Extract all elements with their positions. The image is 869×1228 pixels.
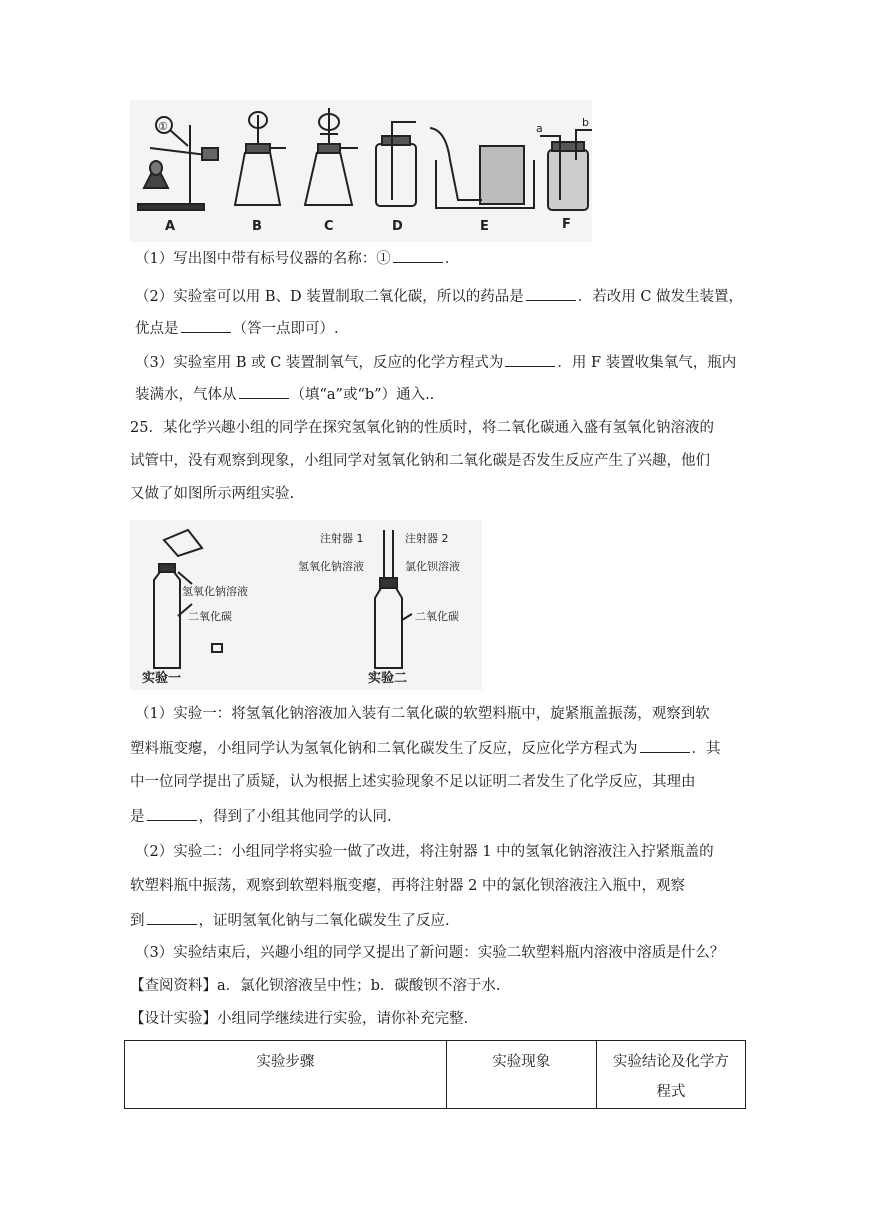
q25-design: 【设计实验】小组同学继续进行实验，请你补充完整. bbox=[130, 1011, 469, 1027]
q25-exp2-line2: 软塑料瓶中振荡，观察到软塑料瓶变瘪，再将注射器 2 中的氯化钡溶液注入瓶中，观察 bbox=[130, 878, 685, 894]
q24-part3-line2: 装满水，气体从 （填“a”或“b”）通入.. bbox=[135, 384, 434, 405]
q25-exp2-line1: （2）实验二：小组同学将实验一做了改进，将注射器 1 中的氢氧化钠溶液注入拧紧瓶盖的 bbox=[135, 844, 714, 860]
q25-exp1-line1: （1）实验一：将氢氧化钠溶液加入装有二氧化碳的软塑料瓶中，旋紧瓶盖振荡，观察到软 bbox=[135, 706, 710, 722]
co2-label-exp2: 二氧化碳 bbox=[415, 610, 459, 623]
experiment-figure bbox=[130, 520, 482, 690]
label-b: B bbox=[252, 219, 262, 234]
header-conclusion: 实验结论及化学方 程式 bbox=[596, 1041, 745, 1109]
answer-blank[interactable] bbox=[505, 352, 555, 367]
q25-exp1-line3: 中一位同学提出了质疑，认为根据上述实验现象不足以证明二者发生了化学反应，其理由 bbox=[130, 774, 696, 790]
answer-blank[interactable] bbox=[181, 318, 231, 333]
q24-part2-line2: 优点是 （答一点即可）. bbox=[135, 318, 339, 339]
q25-intro-line2: 试管中，没有观察到现象，小组同学对氢氧化钠和二氧化碳是否发生反应产生了兴趣，他们 bbox=[130, 453, 710, 469]
answer-blank[interactable] bbox=[147, 806, 197, 821]
q25-reference: 【查阅资料】a．氯化钡溶液呈中性；b．碳酸钡不溶于水. bbox=[130, 978, 501, 994]
q25-exp1-line4: 是 ，得到了小组其他同学的认同. bbox=[130, 806, 392, 827]
label-d: D bbox=[392, 219, 403, 234]
exp2-label: 实验二 bbox=[368, 671, 408, 686]
header-phenomenon: 实验现象 bbox=[446, 1041, 596, 1109]
label-a: A bbox=[165, 219, 176, 234]
syringe2-label: 注射器 2 bbox=[405, 532, 449, 545]
q24-part1: （1）写出图中带有标号仪器的名称：① ． bbox=[135, 248, 459, 269]
header-steps: 实验步骤 bbox=[125, 1041, 447, 1109]
co2-label-exp1: 二氧化碳 bbox=[188, 610, 232, 623]
port-a-label: a bbox=[536, 122, 543, 135]
bacl2-label: 氯化钡溶液 bbox=[405, 560, 460, 573]
experiment-table bbox=[124, 1040, 746, 1109]
label-e: E bbox=[480, 219, 489, 234]
table-row bbox=[125, 1041, 746, 1109]
q24-part3-line1: （3）实验室用 B 或 C 装置制氧气，反应的化学方程式为 ．用 F 装置收集氧气，瓶内 bbox=[135, 352, 736, 373]
answer-blank[interactable] bbox=[640, 738, 690, 753]
q25-exp3: （3）实验结束后，兴趣小组的同学又提出了新问题：实验二软塑料瓶内溶液中溶质是什么？ bbox=[135, 945, 725, 961]
port-b-label: b bbox=[582, 116, 589, 129]
syringe1-label: 注射器 1 bbox=[320, 532, 364, 545]
label-f: F bbox=[562, 217, 571, 232]
marker-1: ① bbox=[158, 120, 168, 133]
q24-part2-line1: （2）实验室可以用 B、D 装置制取二氧化碳，所以的药品是 ．若改用 C 做发生装置， bbox=[135, 286, 743, 307]
answer-blank[interactable] bbox=[239, 384, 289, 399]
exp1-label: 实验一 bbox=[142, 671, 182, 686]
q25-exp2-line3: 到 ，证明氢氧化钠与二氧化碳发生了反应. bbox=[130, 910, 450, 931]
q25-intro-line3: 又做了如图所示两组实验. bbox=[130, 486, 295, 502]
answer-blank[interactable] bbox=[526, 286, 576, 301]
label-c: C bbox=[324, 219, 334, 234]
apparatus-figure bbox=[130, 100, 592, 242]
q25-exp1-line2: 塑料瓶变瘪，小组同学认为氢氧化钠和二氧化碳发生了反应，反应化学方程式为 ．其 bbox=[130, 738, 721, 759]
answer-blank[interactable] bbox=[147, 910, 197, 925]
naoh-label-exp2: 氢氧化钠溶液 bbox=[298, 560, 364, 573]
naoh-label-exp1: 氢氧化钠溶液 bbox=[182, 585, 248, 598]
answer-blank[interactable] bbox=[393, 248, 443, 263]
q25-intro-line1: 25．某化学兴趣小组的同学在探究氢氧化钠的性质时，将二氧化碳通入盛有氢氧化钠溶液的 bbox=[130, 420, 714, 436]
